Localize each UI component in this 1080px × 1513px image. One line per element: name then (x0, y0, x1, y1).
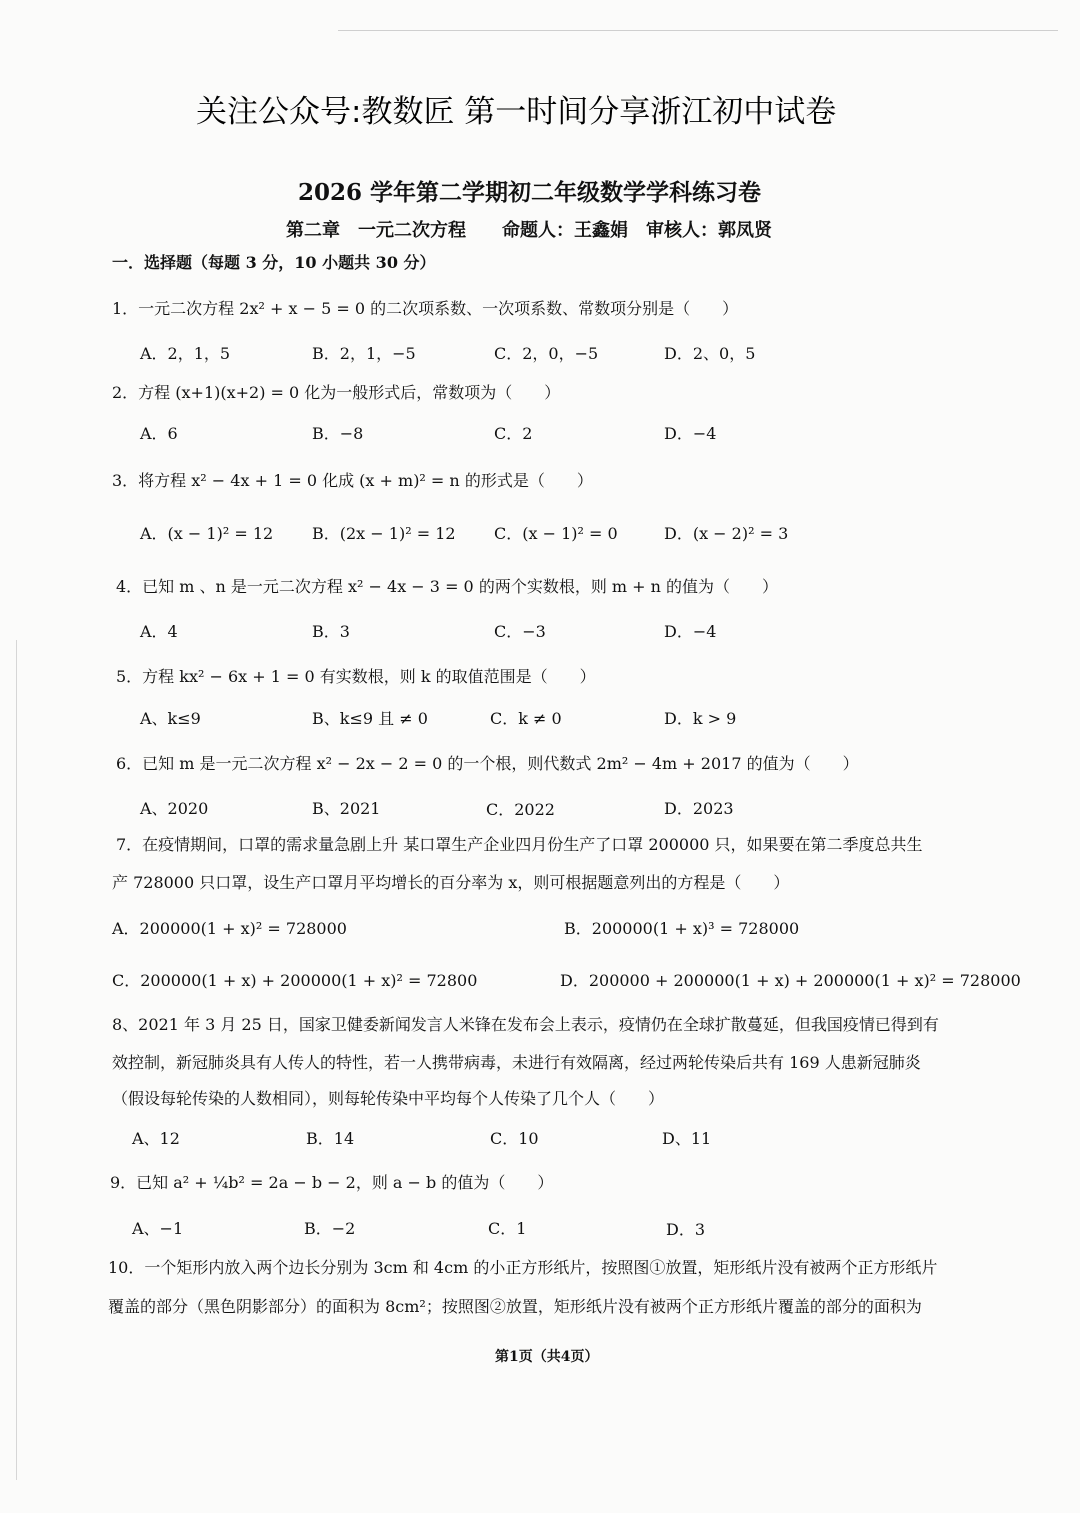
q3-option-c: C．(x − 1)² = 0 (494, 524, 618, 543)
q5-option-a: A、k≤9 (140, 709, 201, 728)
q8-option-a: A、12 (132, 1129, 180, 1148)
q4-option-c: C．−3 (494, 622, 546, 641)
q1-option-d: D．2、0，5 (664, 344, 756, 363)
question-8-stem-line1: 8、2021 年 3 月 25 日，国家卫健委新闻发言人米锋在发布会上表示，疫情仍在全球扩散蔓延，但我国疫情已得到有 (112, 1015, 939, 1034)
question-6-stem: 6．已知 m 是一元二次方程 x² − 2x − 2 = 0 的一个根，则代数式 2m² − 4m + 2017 的值为（ ） (116, 754, 859, 773)
q9-option-c: C．1 (488, 1219, 527, 1238)
q5-option-d: D．k > 9 (664, 709, 737, 728)
q8-option-b: B．14 (306, 1129, 355, 1148)
q3-option-d: D．(x − 2)² = 3 (664, 524, 789, 543)
question-10-stem-line2: 覆盖的部分（黑色阴影部分）的面积为 8cm²；按照图②放置，矩形纸片没有被两个正方形纸片覆盖的部分的面积为 (108, 1297, 922, 1316)
question-7-stem-line1: 7．在疫情期间，口罩的需求量急剧上升 某口罩生产企业四月份生产了口罩 200000 只，如果要在第二季度总共生 (116, 835, 923, 854)
q8-option-d: D、11 (662, 1129, 712, 1148)
question-10-stem-line1: 10．一个矩形内放入两个边长分别为 3cm 和 4cm 的小正方形纸片，按照图①放置，矩形纸片没有被两个正方形纸片 (108, 1258, 938, 1277)
exam-title: 2026 学年第二学期初二年级数学学科练习卷 (298, 179, 762, 206)
q5-option-c: C．k ≠ 0 (490, 709, 562, 728)
q6-option-d: D．2023 (664, 799, 734, 818)
scan-top-edge-line (338, 30, 1058, 31)
q2-option-d: D．−4 (664, 424, 717, 443)
q8-option-c: C．10 (490, 1129, 539, 1148)
scan-left-edge-line (16, 640, 17, 1480)
q3-option-b: B．(2x − 1)² = 12 (312, 524, 456, 543)
question-8-stem-line3: （假设每轮传染的人数相同），则每轮传染中平均每个人传染了几个人（ ） (112, 1089, 665, 1108)
question-8-stem-line2: 效控制，新冠肺炎具有人传人的特性，若一人携带病毒，未进行有效隔离，经过两轮传染后共有 169 人患新冠肺炎 (112, 1053, 921, 1072)
q2-option-a: A．6 (140, 424, 178, 443)
question-3-stem: 3．将方程 x² − 4x + 1 = 0 化成 (x + m)² = n 的形式是（ ） (112, 471, 593, 490)
q7-option-d: D．200000 + 200000(1 + x) + 200000(1 + x)² = 728000 (560, 971, 1021, 990)
q9-option-a: A、−1 (132, 1219, 184, 1238)
q3-option-a: A．(x − 1)² = 12 (140, 524, 274, 543)
q6-option-a: A、2020 (140, 799, 209, 818)
question-7-stem-line2: 产 728000 只口罩，设生产口罩月平均增长的百分率为 x，则可根据题意列出的方程是（ ） (112, 873, 790, 892)
q1-option-a: A．2，1，5 (140, 344, 231, 363)
q7-option-a: A．200000(1 + x)² = 728000 (112, 919, 347, 938)
question-2-stem: 2．方程 (x+1)(x+2) = 0 化为一般形式后，常数项为（ ） (112, 383, 561, 402)
question-5-stem: 5．方程 kx² − 6x + 1 = 0 有实数根，则 k 的取值范围是（ ） (116, 667, 596, 686)
q6-option-c: C．2022 (486, 800, 555, 819)
exam-subtitle: 第二章 一元二次方程 命题人：王鑫娟 审核人：郭凤贤 (286, 220, 772, 241)
q7-option-c: C．200000(1 + x) + 200000(1 + x)² = 72800 (112, 971, 478, 990)
q7-option-b: B．200000(1 + x)³ = 728000 (564, 919, 800, 938)
q4-option-b: B．3 (312, 622, 350, 641)
q5-option-b: B、k≤9 且 ≠ 0 (312, 709, 428, 728)
q4-option-d: D．−4 (664, 622, 717, 641)
q4-option-a: A．4 (140, 622, 178, 641)
question-9-stem: 9．已知 a² + ¼b² = 2a − b − 2，则 a − b 的值为（ ） (110, 1173, 554, 1192)
promo-banner: 关注公众号:教数匠 第一时间分享浙江初中试卷 (196, 94, 837, 130)
q2-option-c: C．2 (494, 424, 533, 443)
q9-option-d: D．3 (666, 1220, 706, 1239)
page-number-footer: 第1页（共4页） (495, 1349, 599, 1365)
section-heading: 一．选择题（每题 3 分，10 小题共 30 分） (112, 253, 436, 272)
q9-option-b: B．−2 (304, 1219, 356, 1238)
question-4-stem: 4．已知 m 、n 是一元二次方程 x² − 4x − 3 = 0 的两个实数根，则 m + n 的值为（ ） (116, 577, 779, 596)
q1-option-c: C．2，0，−5 (494, 344, 599, 363)
q2-option-b: B．−8 (312, 424, 364, 443)
q6-option-b: B、2021 (312, 799, 381, 818)
q1-option-b: B．2，1，−5 (312, 344, 416, 363)
question-1-stem: 1．一元二次方程 2x² + x − 5 = 0 的二次项系数、一次项系数、常数项分别是（ ） (112, 299, 739, 318)
